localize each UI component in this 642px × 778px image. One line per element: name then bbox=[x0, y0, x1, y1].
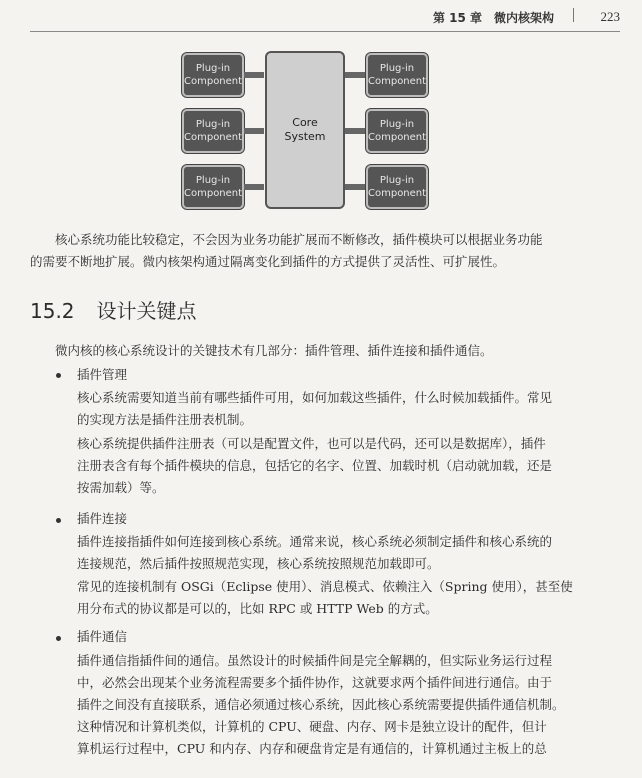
chapter-title: 第 15 章 微内核架构 bbox=[432, 11, 554, 25]
text-line: 算机运行过程中，CPU 和内存、内存和硬盘肯定是有通信的，计算机通过主板上的总 bbox=[77, 741, 547, 756]
paragraph bbox=[77, 531, 613, 575]
text-line: 插件连接指插件如何连接到核心系统。通常来说，核心系统必须制定插件和核心系统的 bbox=[77, 534, 553, 549]
plugin-label: Component bbox=[184, 132, 243, 143]
core-system bbox=[265, 51, 345, 209]
bullet-dot bbox=[56, 636, 61, 641]
paragraph bbox=[77, 387, 613, 431]
bullet-label: 插件通信 bbox=[77, 629, 128, 644]
connector bbox=[345, 72, 365, 78]
microkernel-diagram bbox=[178, 45, 432, 217]
core-label: Core bbox=[292, 116, 318, 129]
paragraph bbox=[77, 650, 613, 760]
text-line: 插件之间没有直接联系，通信必须通过核心系统，因此核心系统需要提供插件通信机制。 bbox=[77, 697, 565, 712]
paragraph bbox=[77, 433, 613, 499]
text-line: 这种情况和计算机类似，计算机的 CPU、硬盘、内存、网卡是独立设计的配件，但计 bbox=[77, 719, 547, 734]
section-heading bbox=[30, 295, 197, 324]
bullet-label: 插件管理 bbox=[77, 367, 128, 382]
section-intro: 微内核的核心系统设计的关键技术有几部分：插件管理、插件连接和插件通信。 bbox=[55, 343, 493, 358]
plugin-label: Plug-in bbox=[379, 119, 415, 130]
text-line: 核心系统提供插件注册表（可以是配置文件，也可以是代码，还可以是数据库），插件 bbox=[77, 436, 546, 451]
bullet-dot bbox=[56, 373, 61, 378]
text-line: 插件通信指插件间的通信。虽然设计的时候插件间是完全解耦的，但实际业务运行过程 bbox=[77, 653, 553, 668]
text-line: 按需加载）等。 bbox=[77, 480, 165, 495]
text-line: 连接规范，然后插件按照规范实现，核心系统按照规范加载即可。 bbox=[77, 556, 440, 571]
connector bbox=[345, 128, 365, 134]
plugin-component-left-3 bbox=[182, 165, 244, 209]
intro-paragraph bbox=[30, 229, 612, 273]
connector bbox=[244, 128, 264, 134]
text-line: 核心系统需要知道当前有哪些插件可用，如何加载这些插件，什么时候加载插件。常见 bbox=[77, 390, 553, 405]
text-line: 核心系统功能比较稳定，不会因为业务功能扩展而不断修改，插件模块可以根据业务功能 bbox=[55, 232, 543, 247]
text-line: 中，必然会出现某个业务流程需要多个插件协作，这就要求两个插件间进行通信。由于 bbox=[77, 675, 553, 690]
text-line: 注册表含有每个插件模块的信息，包括它的名字、位置、加载时机（启动就加载，还是 bbox=[77, 458, 553, 473]
header-rule bbox=[30, 31, 620, 32]
plugin-label: Plug-in bbox=[379, 63, 415, 74]
core-label: System bbox=[284, 130, 326, 143]
text-line: 的实现方法是插件注册表机制。 bbox=[77, 412, 253, 427]
plugin-component-right-3 bbox=[366, 165, 428, 209]
plugin-component-right-2 bbox=[366, 109, 428, 153]
plugin-label: Component bbox=[368, 76, 427, 87]
plugin-label: Component bbox=[184, 76, 243, 87]
paragraph bbox=[77, 576, 613, 620]
plugin-label: Plug-in bbox=[379, 175, 415, 186]
connector bbox=[244, 72, 264, 78]
plugin-label: Plug-in bbox=[195, 119, 231, 130]
section-number: 15.2 bbox=[30, 299, 75, 323]
plugin-label: Plug-in bbox=[195, 175, 231, 186]
connector bbox=[244, 184, 264, 190]
text-line: 常见的连接机制有 OSGi（Eclipse 使用）、消息模式、依赖注入（Spring 使用），甚至使 bbox=[77, 579, 573, 594]
bullet-label: 插件连接 bbox=[77, 511, 128, 526]
plugin-label: Component bbox=[184, 188, 243, 199]
section-title: 设计关键点 bbox=[96, 299, 197, 323]
plugin-label: Plug-in bbox=[195, 63, 231, 74]
plugin-component-left-1 bbox=[182, 53, 244, 97]
plugin-component-left-2 bbox=[182, 109, 244, 153]
page-number: 223 bbox=[600, 9, 620, 24]
page-header bbox=[0, 0, 642, 32]
plugin-label: Component bbox=[368, 188, 427, 199]
text-line: 用分布式的协议都是可以的，比如 RPC 或 HTTP Web 的方式。 bbox=[77, 601, 438, 616]
bullet-dot bbox=[56, 518, 61, 523]
plugin-label: Component bbox=[368, 132, 427, 143]
plugin-component-right-1 bbox=[366, 53, 428, 97]
connector bbox=[345, 184, 365, 190]
header-separator bbox=[573, 8, 574, 22]
text-line: 的需要不断地扩展。微内核架构通过隔离变化到插件的方式提供了灵活性、可扩展性。 bbox=[30, 254, 506, 269]
